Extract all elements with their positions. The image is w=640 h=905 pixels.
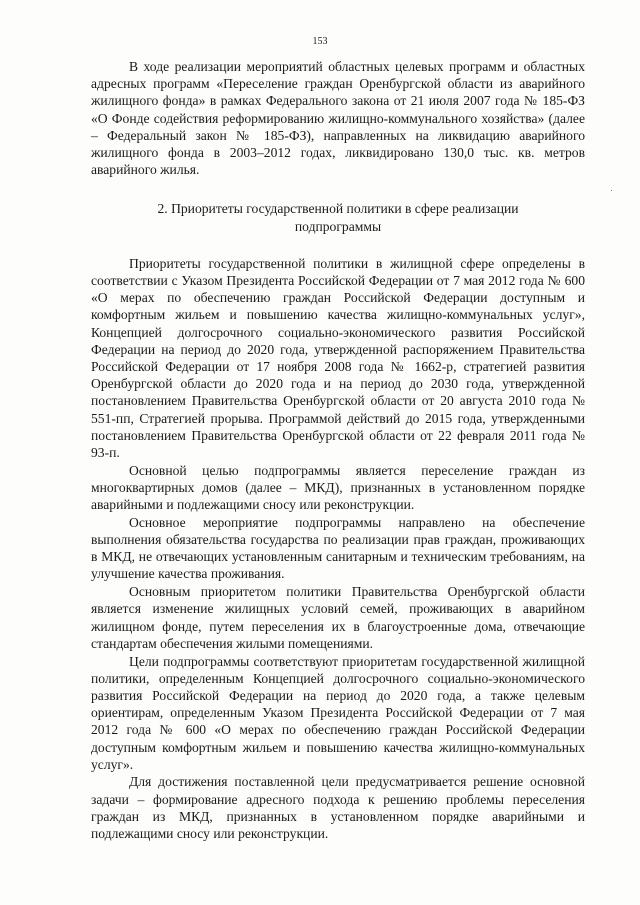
paragraph-task: Для достижения поставленной цели предусматривается решение основной задачи – формирование адресного подхода к решению проблемы переселения граждан из МКД, признанных в установленном порядке аварийными и подлежащими сносу или реконструкции. [91,774,585,842]
paragraph-main-goal: Основной целью подпрограммы является переселение граждан из многоквартирных домов (далее – МКД), признанных в установленном порядке аварийными и подлежащими сносу или реконструкции. [91,462,585,513]
paragraph-goals: Цели подпрограммы соответствуют приоритетам государственной жилищной политики, определенным Концепцией долгосрочного социально-экономического развития Российской Федерации на период до 2020 года, а также целевым ориентирам, определенным Указом Президента Российской Федерации от 7 мая 2012 года № 600 «О мерах по обеспечению граждан Российской Федерации доступным комфортным жильем и повышению качества жилищно-коммунальных услуг». [91,653,585,772]
intro-paragraph: В ходе реализации мероприятий областных целевых программ и областных адресных программ «Переселение граждан Оренбургской области из аварийного жилищного фонда» в рамках Федерального закона от 21 июля 2007 года № 185-ФЗ «О Фонде содействия реформированию жилищно-коммунального хозяйства» (далее – Федеральный закон № 185-ФЗ), направленных на ликвидацию аварийного жилищного фонда в 2003–2012 годах, ликвидировано 130,0 тыс. кв. метров аварийного жилья. [91,59,585,178]
paragraph-main-activity: Основное мероприятие подпрограммы направлено на обеспечение выполнения обязательства государства по реализации прав граждан, проживающих в МКД, не отвечающих установленным санитарным и техническим требованиям, на улучшение качества проживания. [91,514,585,582]
paragraph-priorities: Приоритеты государственной политики в жилищной сфере определены в соответствии с Указом Президента Российской Федерации от 7 мая 2012 года № 600 «О мерах по обеспечению граждан Российской Федерации доступным и комфортным жильем и повышению качества жилищно-коммунальных услуг», Концепцией долгосрочного социально-экономического развития Российской Федерации на период до 2020 года, утвержденной распоряжением Правительства Российской Федерации от 17 ноября 2008 года № 1662-р, стратегией развития Оренбургской области до 2020 года и на период до 2030 года, утвержденной постановлением Правительства Оренбургской области от 20 августа 2010 года № 551-пп, Стратегией прорыва. Программой действий до 2015 года, утвержденными постановлением Правительства Оренбургской области от 22 февраля 2011 года № 93-п. [91,255,585,461]
page-content [91,58,585,842]
section-heading: 2. Приоритеты государственной политики в сфере реализации подпрограммы [157,201,519,234]
page-number: 153 [312,36,328,47]
scan-artifact [611,190,612,191]
paragraph-main-priority: Основным приоритетом политики Правительства Оренбургской области является изменение жилищных условий семей, проживающих в аварийном жилищном фонде, путем переселения их в благоустроенные дома, отвечающие стандартам обеспечения жилыми помещениями. [91,584,585,651]
